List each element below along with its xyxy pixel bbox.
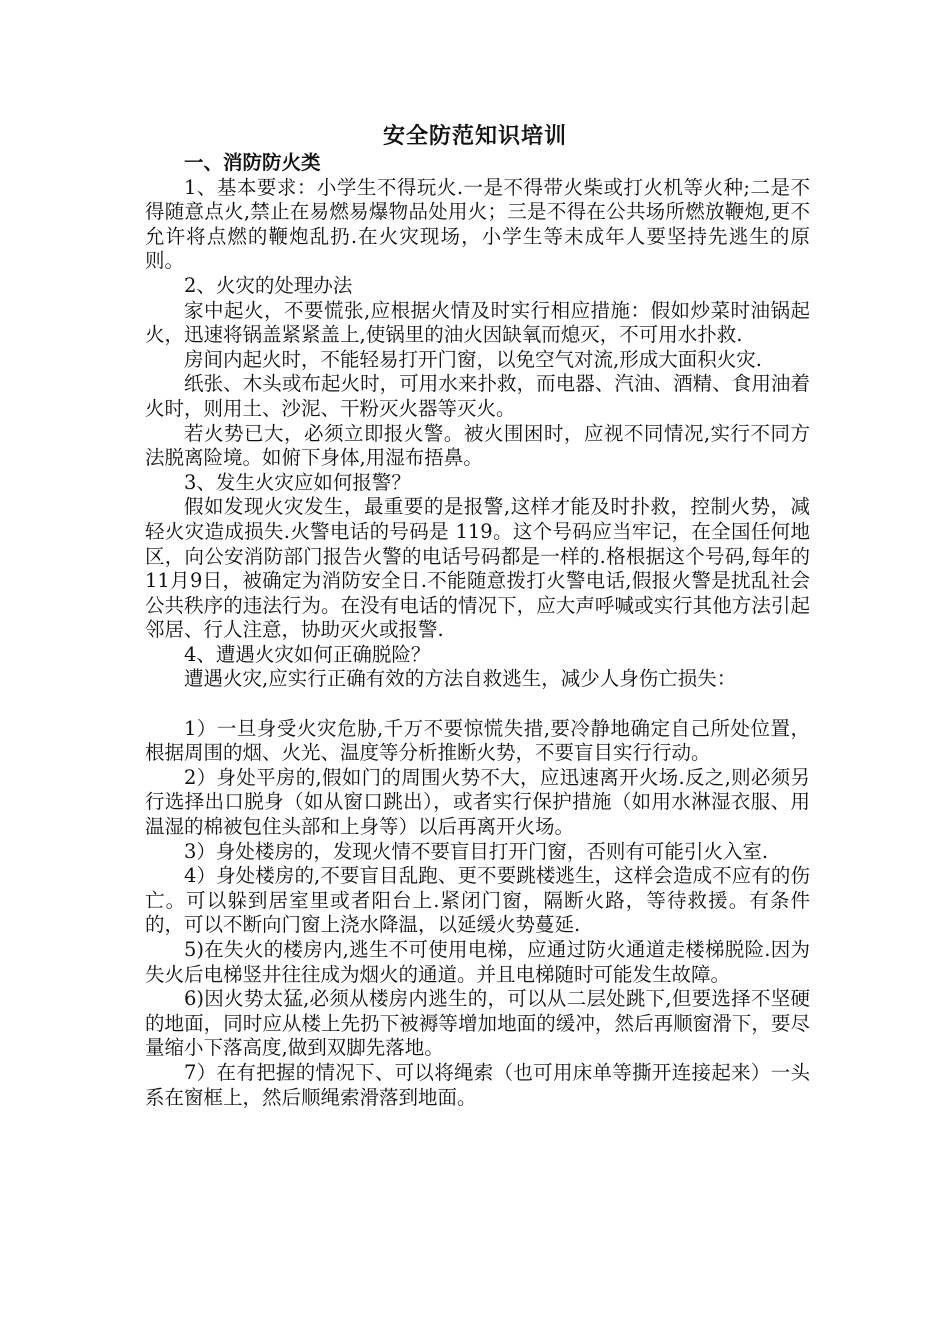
list-item-escape-7: 7）在有把握的情况下、可以将绳索（也可用床单等撕开连接起来）一头系在窗框上，然后顺绳索滑落到地面。 — [145, 1060, 810, 1109]
document-title: 安全防范知识培训 — [382, 123, 567, 149]
paragraph-extinguishing-methods: 纸张、木头或布起火时，可用水来扑救，而电器、汽油、酒精、食用油着火时，则用土、沙泥、干粉灭火器等灭火。 — [145, 372, 810, 420]
paragraph-home-fire: 家中起火，不要慌张,应根据火情及时实行相应措施：假如炒菜时油锅起火，迅速将锅盖紧紧盖上,使锅里的油火因缺氧而熄灭，不可用水扑救. — [145, 298, 810, 347]
subheading-fire-handling: 2、火灾的处理办法 — [184, 273, 353, 297]
list-item-escape-2: 2）身处平房的,假如门的周围火势不大，应迅速离开火场.反之,则必须另行选择出口脱身（如从窗口跳出），或者实行保护措施（如用水淋湿衣服、用温湿的棉被包住头部和上身等）以后再离开火场。 — [145, 765, 810, 839]
paragraph-room-fire: 房间内起火时，不能轻易打开门窗，以免空气对流,形成大面积火灾. — [184, 347, 762, 371]
list-item-escape-5: 5)在失火的楼房内,逃生不可使用电梯，应通过防火通道走楼梯脱险.因为失火后电梯竖井往往成为烟火的通道。并且电梯随时可能发生故障。 — [145, 938, 810, 986]
list-item-escape-6: 6)因火势太猛,必须从楼房内逃生的，可以从二层处跳下,但要选择不坚硬的地面，同时应从楼上先扔下被褥等增加地面的缓冲，然后再顺窗滑下，要尽量缩小下落高度,做到双脚先落地。 — [145, 987, 810, 1060]
document-body — [145, 151, 810, 1110]
blank-line — [145, 692, 810, 717]
list-item-escape-3: 3）身处楼房的，发现火情不要盲目打开门窗，否则有可能引火入室. — [184, 839, 769, 863]
paragraph-escape-intro: 遭遇火灾,应实行正确有效的方法自救逃生，减少人身伤亡损失： — [184, 667, 737, 691]
list-item-escape-1: 1）一旦身受火灾危胁,千万不要惊慌失措,要冷静地确定自己所处位置，根据周围的烟、火光、温度等分析推断火势，不要盲目实行行动。 — [145, 716, 810, 765]
paragraph-large-fire: 若火势已大，必须立即报火警。被火围困时，应视不同情况,实行不同方法脱离险境。如俯下身体,用湿布捂鼻。 — [145, 421, 810, 470]
paragraph-report-119: 假如发现火灾发生，最重要的是报警,这样才能及时扑救，控制火势，减轻火灾造成损失.火警电话的号码是 119。这个号码应当牢记，在全国任何地区，向公安消防部门报告火警的电话号码都是一样的.格根据这个号码,每年的11月9日，被确定为消防安全日.不能随意拨打火警电话,假报火警是扰乱社会公共秩序的违法行为。在没有电话的情况下，应大声呼喊或实行其他方法引起邻居、行人注意，协助灭火或报警. — [145, 495, 810, 642]
subheading-how-to-report: 3、发生火灾应如何报警？ — [184, 470, 411, 494]
paragraph-basic-requirements: 1、基本要求：小学生不得玩火.一是不得带火柴或打火机等火种;二是不得随意点火,禁止在易燃易爆物品处用火；三是不得在公共场所燃放鞭炮,更不允许将点燃的鞭炮乱扔.在火灾现场，小学生等未成年人要坚持先逃生的原则。 — [145, 175, 810, 273]
section-heading: 一、消防防火类 — [184, 151, 321, 174]
subheading-escape: 4、遭遇火灾如何正确脱险？ — [184, 642, 431, 666]
list-item-escape-4: 4）身处楼房的,不要盲目乱跑、更不要跳楼逃生，这样会造成不应有的伤亡。可以躲到居室里或者阳台上.紧闭门窗，隔断火路，等待救援。有条件的，可以不断向门窗上浇水降温，以延缓火势蔓延. — [145, 864, 810, 937]
